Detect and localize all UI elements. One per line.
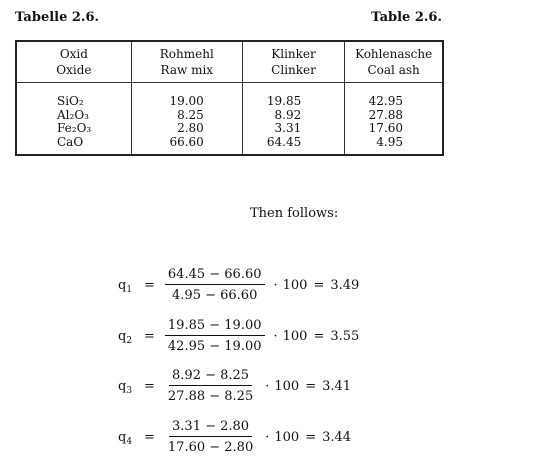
- multiply-dot: ·: [273, 328, 278, 344]
- equation-label: $q_1$: [118, 277, 133, 295]
- fraction: [165, 267, 265, 303]
- multiply-dot: ·: [273, 277, 278, 293]
- result: 3.44: [322, 429, 352, 445]
- clinker-value: 8.92: [274, 107, 302, 122]
- equation-label: $q_2$: [118, 328, 133, 346]
- numerator: 64.45 − 66.60: [165, 267, 265, 285]
- equals-sign: =: [144, 378, 155, 394]
- raw-mix-column: [131, 83, 242, 156]
- equals-sign: =: [144, 328, 155, 344]
- result: 3.55: [330, 328, 360, 344]
- oxide-composition-table: [15, 40, 444, 156]
- result: 3.41: [322, 378, 352, 394]
- header-coal-ash-en: Coal ash: [367, 63, 420, 77]
- coal-ash-column: [345, 83, 443, 156]
- factor: 100: [274, 378, 300, 394]
- header-coal-ash-de: Kohlenasche: [355, 47, 433, 61]
- clinker-value: 19.85: [266, 94, 302, 108]
- then-follows-text: Then follows:: [250, 206, 339, 221]
- table-body-row: [16, 83, 443, 156]
- header-oxide-en: Oxide: [56, 63, 92, 77]
- equals-sign: =: [305, 429, 317, 445]
- multiply-dot: ·: [265, 429, 270, 445]
- clinker-column: [242, 83, 344, 156]
- fraction: [165, 419, 256, 455]
- numerator: 3.31 − 2.80: [169, 419, 252, 437]
- oxide-column: [16, 83, 131, 156]
- coal-ash-value: 17.60: [368, 121, 403, 135]
- header-oxide-de: Oxid: [59, 47, 88, 61]
- equation-label: $q_4$: [118, 429, 133, 447]
- oxide-name: SiO₂: [57, 94, 84, 108]
- raw-mix-value: 2.80: [177, 121, 204, 135]
- table-caption-english: Table 2.6.: [371, 10, 442, 25]
- numerator: 8.92 − 8.25: [169, 368, 252, 386]
- factor: 100: [282, 277, 308, 293]
- coal-ash-value: 27.88: [368, 107, 403, 122]
- equation-q4: [118, 419, 351, 455]
- result: 3.49: [330, 277, 360, 293]
- clinker-value: 64.45: [266, 134, 302, 149]
- raw-mix-value: 66.60: [169, 134, 204, 149]
- multiply-dot: ·: [265, 378, 270, 394]
- header-raw-mix-en: Raw mix: [160, 63, 214, 77]
- header-oxide: [16, 41, 131, 83]
- denominator: 27.88 − 8.25: [167, 389, 254, 404]
- equals-sign: =: [313, 328, 325, 344]
- denominator: 42.95 − 19.00: [167, 339, 262, 354]
- equation-q1: [118, 267, 359, 303]
- equation-q2: [118, 318, 359, 354]
- factor: 100: [274, 429, 300, 445]
- fraction: [165, 318, 265, 354]
- fraction: [165, 368, 256, 404]
- equation-label: $q_3$: [118, 378, 133, 396]
- oxide-name: Fe₂O₃: [57, 121, 92, 135]
- numerator: 19.85 − 19.00: [165, 318, 265, 336]
- factor: 100: [282, 328, 308, 344]
- oxide-name: Al₂O₃: [57, 107, 89, 122]
- header-coal-ash: [345, 41, 443, 83]
- clinker-value: 3.31: [274, 121, 302, 135]
- equation-q3: [118, 368, 351, 404]
- denominator: 17.60 − 2.80: [167, 440, 254, 455]
- header-raw-mix: [131, 41, 242, 83]
- header-clinker-de: Klinker: [271, 47, 316, 61]
- equals-sign: =: [144, 429, 155, 445]
- equals-sign: =: [313, 277, 325, 293]
- equals-sign: =: [144, 277, 155, 293]
- denominator: 4.95 − 66.60: [172, 288, 258, 303]
- table-caption-german: Tabelle 2.6.: [15, 10, 100, 25]
- raw-mix-value: 8.25: [177, 107, 204, 122]
- oxide-name: CaO: [57, 134, 84, 149]
- coal-ash-value: 42.95: [368, 94, 403, 108]
- raw-mix-value: 19.00: [169, 94, 204, 108]
- header-raw-mix-de: Rohmehl: [159, 47, 214, 61]
- equals-sign: =: [305, 378, 317, 394]
- header-clinker-en: Clinker: [271, 63, 316, 77]
- header-clinker: [242, 41, 344, 83]
- coal-ash-value: 4.95: [376, 134, 403, 149]
